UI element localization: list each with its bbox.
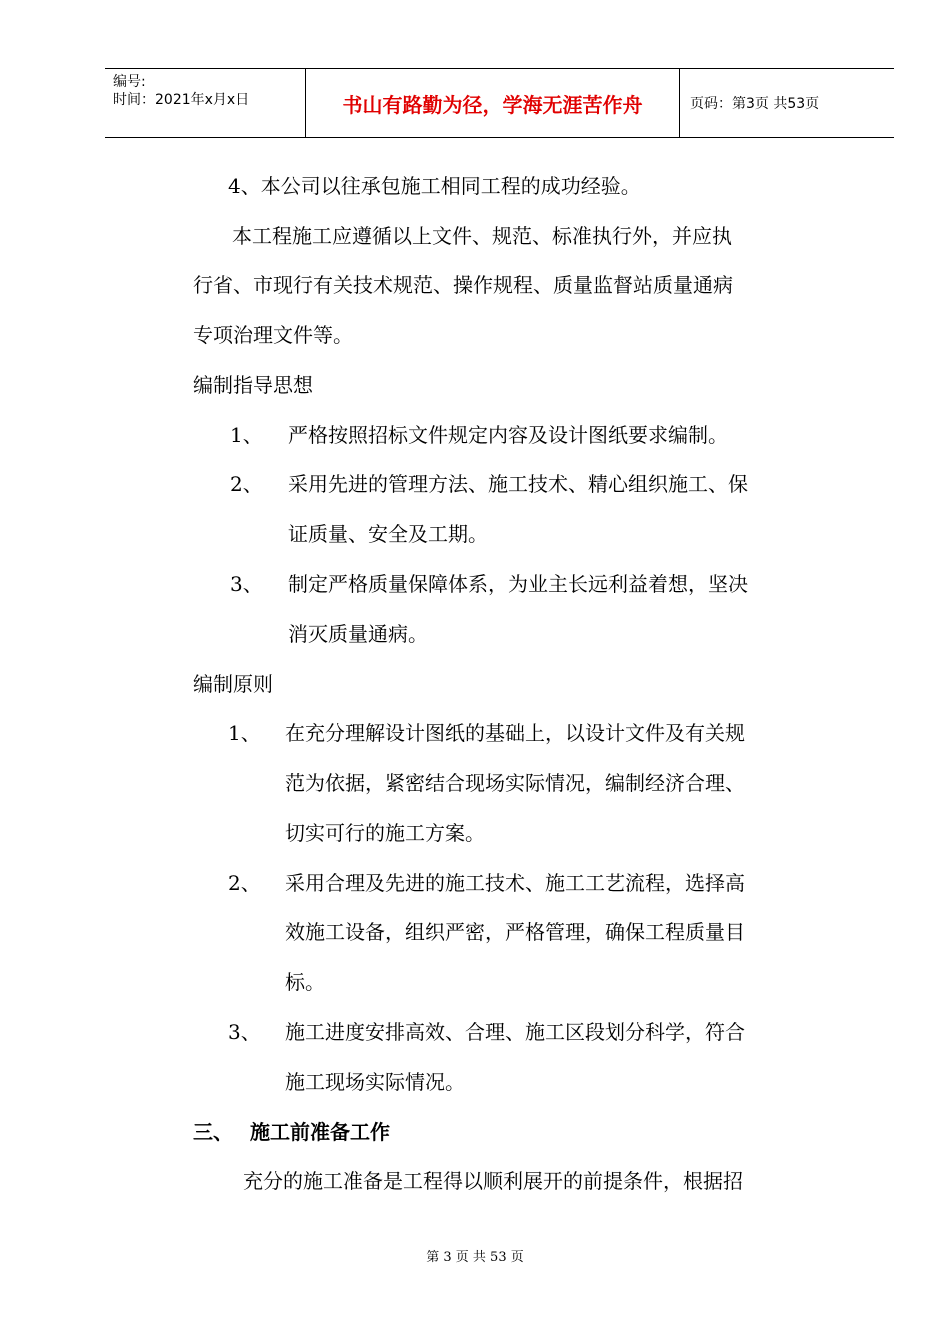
body-line: 本工程施工应遵循以上文件、规范、标准执行外，并应执 (232, 224, 732, 248)
list-number: 3、 (230, 572, 263, 596)
section-heading: 编制原则 (193, 672, 273, 696)
page-footer: 第 3 页 共 53 页 (426, 1250, 524, 1265)
header-page-info: 页码：第3页 共53页 (690, 96, 820, 112)
list-number: 2、 (230, 472, 263, 496)
list-item: 施工进度安排高效、合理、施工区段划分科学，符合 (285, 1020, 745, 1044)
body-line: 专项治理文件等。 (193, 323, 353, 347)
list-item-cont: 标。 (285, 970, 325, 994)
list-item-cont: 施工现场实际情况。 (285, 1070, 465, 1094)
time-label: 时间：2021年x月x日 (113, 92, 250, 108)
section-heading: 编制指导思想 (193, 373, 313, 397)
chapter-number: 三、 (193, 1120, 233, 1144)
page-header (105, 68, 894, 138)
serial-label: 编号: (113, 74, 146, 90)
list-item: 采用先进的管理方法、施工技术、精心组织施工、保 (288, 472, 748, 496)
list-item-cont: 范为依据，紧密结合现场实际情况，编制经济合理、 (285, 771, 745, 795)
body-line: 行省、市现行有关技术规范、操作规程、质量监督站质量通病 (193, 273, 733, 297)
list-item: 严格按照招标文件规定内容及设计图纸要求编制。 (288, 423, 728, 447)
header-motto: 书山有路勤为径，学海无涯苦作舟 (306, 69, 680, 137)
list-item-cont: 证质量、安全及工期。 (288, 522, 488, 546)
list-item: 采用合理及先进的施工技术、施工工艺流程，选择高 (285, 871, 745, 895)
list-item-cont: 消灭质量通病。 (288, 622, 428, 646)
list-number: 1、 (230, 423, 263, 447)
list-number: 3、 (228, 1020, 261, 1044)
chapter-title: 施工前准备工作 (250, 1120, 390, 1144)
list-number: 2、 (228, 871, 261, 895)
body-line: 4、本公司以往承包施工相同工程的成功经验。 (228, 174, 641, 198)
header-meta (105, 69, 306, 137)
list-item: 制定严格质量保障体系，为业主长远利益着想，坚决 (288, 572, 748, 596)
list-item: 在充分理解设计图纸的基础上，以设计文件及有关规 (285, 721, 745, 745)
list-item-cont: 切实可行的施工方案。 (285, 821, 485, 845)
body-line: 充分的施工准备是工程得以顺利展开的前提条件，根据招 (243, 1169, 743, 1193)
list-number: 1、 (228, 721, 261, 745)
list-item-cont: 效施工设备，组织严密，严格管理，确保工程质量目 (285, 920, 745, 944)
